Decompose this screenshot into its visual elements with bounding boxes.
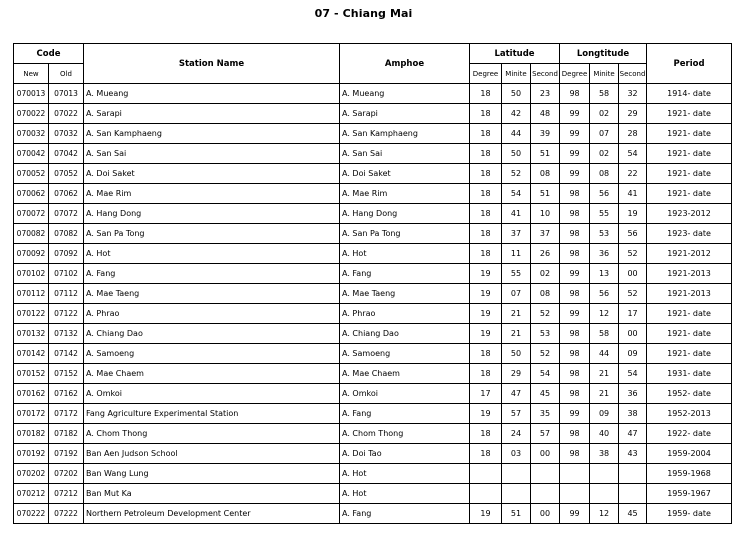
- old-code-cell: 07152: [49, 364, 84, 384]
- period-cell: 1959-1967: [647, 484, 732, 504]
- station-name-cell: Ban Mut Ka: [84, 484, 340, 504]
- old-code-cell: 07032: [49, 124, 84, 144]
- lon-second-cell: 43: [619, 444, 647, 464]
- lat-second-cell: 57: [531, 424, 560, 444]
- old-code-cell: 07042: [49, 144, 84, 164]
- station-name-cell: A. Mae Taeng: [84, 284, 340, 304]
- lat-second-cell: [531, 484, 560, 504]
- lat-minute-cell: 37: [502, 224, 531, 244]
- table-row: [14, 484, 732, 504]
- station-name-cell: Ban Aen Judson School: [84, 444, 340, 464]
- lon-minute-cell: 07: [590, 124, 619, 144]
- lon-degree-cell: 98: [560, 424, 590, 444]
- lat-second-cell: 37: [531, 224, 560, 244]
- lon-second-cell: [619, 464, 647, 484]
- lon-second-cell: 29: [619, 104, 647, 124]
- amphoe-cell: A. Mae Chaem: [340, 364, 470, 384]
- lat-minute-cell: 21: [502, 324, 531, 344]
- new-code-cell: 070152: [14, 364, 49, 384]
- station-name-cell: Northern Petroleum Development Center: [84, 504, 340, 524]
- table-row: [14, 444, 732, 464]
- lon-degree-cell: 98: [560, 384, 590, 404]
- lon-minute-cell: 58: [590, 324, 619, 344]
- lon-degree-cell: 98: [560, 344, 590, 364]
- new-code-cell: 070062: [14, 184, 49, 204]
- table-row: [14, 284, 732, 304]
- lon-minute-cell: 55: [590, 204, 619, 224]
- amphoe-cell: A. San Pa Tong: [340, 224, 470, 244]
- lat-degree-cell: 19: [470, 304, 502, 324]
- lat-second-cell: 54: [531, 364, 560, 384]
- table-row: [14, 324, 732, 344]
- lat-degree-cell: 18: [470, 224, 502, 244]
- new-code-cell: 070122: [14, 304, 49, 324]
- lat-minute-cell: 21: [502, 304, 531, 324]
- lat-second-cell: 45: [531, 384, 560, 404]
- lon-degree-cell: 99: [560, 264, 590, 284]
- lat-minute-cell: 54: [502, 184, 531, 204]
- old-code-cell: 07222: [49, 504, 84, 524]
- table-row: [14, 344, 732, 364]
- old-code-cell: 07122: [49, 304, 84, 324]
- lat-second-cell: 51: [531, 184, 560, 204]
- lat-degree-cell: [470, 464, 502, 484]
- lat-degree-cell: 19: [470, 264, 502, 284]
- lon-degree-cell: 99: [560, 304, 590, 324]
- amphoe-cell: A. Fang: [340, 404, 470, 424]
- station-name-header: Station Name: [84, 44, 340, 84]
- period-cell: 1921- date: [647, 184, 732, 204]
- amphoe-cell: A. Doi Saket: [340, 164, 470, 184]
- amphoe-header: Amphoe: [340, 44, 470, 84]
- new-code-cell: 070022: [14, 104, 49, 124]
- new-code-cell: 070132: [14, 324, 49, 344]
- lat-degree-cell: 18: [470, 144, 502, 164]
- lat-minute-cell: 11: [502, 244, 531, 264]
- period-header: Period: [647, 44, 732, 84]
- table-row: [14, 424, 732, 444]
- lat-degree-cell: 18: [470, 84, 502, 104]
- lat-second-cell: 52: [531, 304, 560, 324]
- table-row: [14, 224, 732, 244]
- station-name-cell: A. Doi Saket: [84, 164, 340, 184]
- lon-degree-cell: [560, 484, 590, 504]
- lat-minute-cell: 07: [502, 284, 531, 304]
- lat-minute-cell: 50: [502, 84, 531, 104]
- lat-second-cell: 35: [531, 404, 560, 424]
- station-table: [13, 43, 732, 524]
- longitude-header: Longtitude: [560, 44, 647, 64]
- old-code-cell: 07132: [49, 324, 84, 344]
- lat-degree-cell: 19: [470, 404, 502, 424]
- lon-degree-cell: 98: [560, 444, 590, 464]
- amphoe-cell: A. San Kamphaeng: [340, 124, 470, 144]
- lon-minute-cell: 13: [590, 264, 619, 284]
- lon-minute-cell: 12: [590, 304, 619, 324]
- lat-minute-cell: 57: [502, 404, 531, 424]
- lon-second-cell: 00: [619, 324, 647, 344]
- station-name-cell: A. Phrao: [84, 304, 340, 324]
- lon-second-cell: 54: [619, 364, 647, 384]
- period-cell: 1921- date: [647, 124, 732, 144]
- lat-degree-cell: 18: [470, 184, 502, 204]
- period-cell: 1959-1968: [647, 464, 732, 484]
- lat-minute-cell: 44: [502, 124, 531, 144]
- lat-minute-cell: 03: [502, 444, 531, 464]
- amphoe-cell: A. Chiang Dao: [340, 324, 470, 344]
- new-code-cell: 070102: [14, 264, 49, 284]
- station-name-cell: A. Samoeng: [84, 344, 340, 364]
- lat-second-cell: 39: [531, 124, 560, 144]
- station-name-cell: Fang Agriculture Experimental Station: [84, 404, 340, 424]
- lat-minute-cell: [502, 484, 531, 504]
- lon-second-cell: 38: [619, 404, 647, 424]
- lat-minute-cell: 24: [502, 424, 531, 444]
- latitude-header: Latitude: [470, 44, 560, 64]
- lon-minute-cell: 02: [590, 144, 619, 164]
- lon-degree-cell: [560, 464, 590, 484]
- period-cell: 1923-2012: [647, 204, 732, 224]
- table-row: [14, 204, 732, 224]
- lon-second-cell: [619, 484, 647, 504]
- lon-minute-cell: [590, 464, 619, 484]
- station-name-cell: A. San Kamphaeng: [84, 124, 340, 144]
- lat-second-header: Second: [531, 64, 560, 84]
- table-row: [14, 364, 732, 384]
- amphoe-cell: A. Mueang: [340, 84, 470, 104]
- new-code-cell: 070032: [14, 124, 49, 144]
- lat-second-cell: 52: [531, 344, 560, 364]
- lon-minute-cell: 08: [590, 164, 619, 184]
- code-header: Code: [14, 44, 84, 64]
- lat-minute-cell: 52: [502, 164, 531, 184]
- lat-minute-cell: 50: [502, 144, 531, 164]
- lon-degree-cell: 99: [560, 124, 590, 144]
- old-code-cell: 07013: [49, 84, 84, 104]
- lon-minute-cell: 53: [590, 224, 619, 244]
- old-code-cell: 07162: [49, 384, 84, 404]
- lon-degree-cell: 98: [560, 284, 590, 304]
- lon-second-cell: 54: [619, 144, 647, 164]
- lon-minute-cell: 21: [590, 384, 619, 404]
- period-cell: 1921-2012: [647, 244, 732, 264]
- lon-degree-cell: 98: [560, 244, 590, 264]
- lon-minute-cell: 21: [590, 364, 619, 384]
- old-code-cell: 07092: [49, 244, 84, 264]
- table-row: [14, 464, 732, 484]
- new-code-cell: 070052: [14, 164, 49, 184]
- amphoe-cell: A. Samoeng: [340, 344, 470, 364]
- lat-second-cell: 08: [531, 164, 560, 184]
- lat-second-cell: 10: [531, 204, 560, 224]
- old-code-cell: 07072: [49, 204, 84, 224]
- lon-second-cell: 09: [619, 344, 647, 364]
- period-cell: 1952- date: [647, 384, 732, 404]
- lat-second-cell: 51: [531, 144, 560, 164]
- lon-second-cell: 00: [619, 264, 647, 284]
- table-row: [14, 404, 732, 424]
- amphoe-cell: A. Fang: [340, 264, 470, 284]
- table-row: [14, 384, 732, 404]
- period-cell: 1921- date: [647, 344, 732, 364]
- period-cell: 1922- date: [647, 424, 732, 444]
- amphoe-cell: A. Hot: [340, 244, 470, 264]
- station-name-cell: A. San Pa Tong: [84, 224, 340, 244]
- period-cell: 1952-2013: [647, 404, 732, 424]
- old-code-cell: 07202: [49, 464, 84, 484]
- period-cell: 1923- date: [647, 224, 732, 244]
- table-row: [14, 104, 732, 124]
- old-code-header: Old: [49, 64, 84, 84]
- station-name-cell: A. Chom Thong: [84, 424, 340, 444]
- old-code-cell: 07022: [49, 104, 84, 124]
- page-title: 07 - Chiang Mai: [314, 7, 413, 20]
- new-code-cell: 070172: [14, 404, 49, 424]
- new-code-cell: 070072: [14, 204, 49, 224]
- station-name-cell: A. Omkoi: [84, 384, 340, 404]
- lat-minute-cell: 55: [502, 264, 531, 284]
- lat-degree-cell: 19: [470, 324, 502, 344]
- old-code-cell: 07102: [49, 264, 84, 284]
- lat-degree-cell: 19: [470, 284, 502, 304]
- station-name-cell: A. Fang: [84, 264, 340, 284]
- amphoe-cell: A. Sarapi: [340, 104, 470, 124]
- station-name-cell: A. Chiang Dao: [84, 324, 340, 344]
- lon-second-header: Second: [619, 64, 647, 84]
- old-code-cell: 07062: [49, 184, 84, 204]
- lat-second-cell: 02: [531, 264, 560, 284]
- lon-degree-cell: 99: [560, 404, 590, 424]
- amphoe-cell: A. Fang: [340, 504, 470, 524]
- lat-degree-cell: 19: [470, 504, 502, 524]
- station-name-cell: A. Mae Chaem: [84, 364, 340, 384]
- period-cell: 1921-2013: [647, 284, 732, 304]
- lat-second-cell: 23: [531, 84, 560, 104]
- lon-degree-cell: 99: [560, 504, 590, 524]
- lat-degree-cell: 18: [470, 204, 502, 224]
- lon-degree-cell: 99: [560, 104, 590, 124]
- lon-minute-cell: [590, 484, 619, 504]
- table-row: [14, 144, 732, 164]
- lon-minute-cell: 44: [590, 344, 619, 364]
- period-cell: 1931- date: [647, 364, 732, 384]
- old-code-cell: 07082: [49, 224, 84, 244]
- lon-minute-cell: 12: [590, 504, 619, 524]
- lon-second-cell: 47: [619, 424, 647, 444]
- old-code-cell: 07052: [49, 164, 84, 184]
- amphoe-cell: A. Omkoi: [340, 384, 470, 404]
- station-name-cell: Ban Wang Lung: [84, 464, 340, 484]
- table-body: [14, 84, 732, 524]
- lon-minute-cell: 40: [590, 424, 619, 444]
- lon-second-cell: 56: [619, 224, 647, 244]
- period-cell: 1959-2004: [647, 444, 732, 464]
- amphoe-cell: A. Chom Thong: [340, 424, 470, 444]
- lon-degree-cell: 98: [560, 224, 590, 244]
- old-code-cell: 07172: [49, 404, 84, 424]
- table-row: [14, 164, 732, 184]
- lat-degree-cell: 18: [470, 364, 502, 384]
- lon-minute-cell: 09: [590, 404, 619, 424]
- period-cell: 1921- date: [647, 144, 732, 164]
- amphoe-cell: A. Hot: [340, 484, 470, 504]
- lon-degree-cell: 99: [560, 144, 590, 164]
- amphoe-cell: A. Doi Tao: [340, 444, 470, 464]
- lat-second-cell: [531, 464, 560, 484]
- amphoe-cell: A. Phrao: [340, 304, 470, 324]
- lon-degree-cell: 98: [560, 364, 590, 384]
- station-name-cell: A. Mueang: [84, 84, 340, 104]
- new-code-cell: 070112: [14, 284, 49, 304]
- lon-minute-header: Minite: [590, 64, 619, 84]
- old-code-cell: 07142: [49, 344, 84, 364]
- lat-second-cell: 00: [531, 504, 560, 524]
- station-name-cell: A. Hot: [84, 244, 340, 264]
- table-row: [14, 264, 732, 284]
- lat-minute-cell: 47: [502, 384, 531, 404]
- lat-minute-cell: 50: [502, 344, 531, 364]
- new-code-cell: 070013: [14, 84, 49, 104]
- lat-minute-cell: 51: [502, 504, 531, 524]
- lat-minute-cell: [502, 464, 531, 484]
- new-code-cell: 070222: [14, 504, 49, 524]
- amphoe-cell: A. Hang Dong: [340, 204, 470, 224]
- table-row: [14, 244, 732, 264]
- old-code-cell: 07192: [49, 444, 84, 464]
- lon-degree-cell: 98: [560, 84, 590, 104]
- table-row: [14, 184, 732, 204]
- lat-degree-cell: 18: [470, 244, 502, 264]
- lon-minute-cell: 38: [590, 444, 619, 464]
- lat-degree-cell: 18: [470, 344, 502, 364]
- lat-degree-cell: 18: [470, 444, 502, 464]
- lat-minute-cell: 29: [502, 364, 531, 384]
- lon-degree-header: Degree: [560, 64, 590, 84]
- lon-minute-cell: 58: [590, 84, 619, 104]
- lon-second-cell: 36: [619, 384, 647, 404]
- lon-second-cell: 17: [619, 304, 647, 324]
- new-code-cell: 070202: [14, 464, 49, 484]
- new-code-cell: 070092: [14, 244, 49, 264]
- old-code-cell: 07212: [49, 484, 84, 504]
- period-cell: 1921- date: [647, 104, 732, 124]
- station-name-cell: A. Hang Dong: [84, 204, 340, 224]
- lon-second-cell: 41: [619, 184, 647, 204]
- new-code-header: New: [14, 64, 49, 84]
- table-row: [14, 304, 732, 324]
- lat-minute-header: Minite: [502, 64, 531, 84]
- lat-minute-cell: 42: [502, 104, 531, 124]
- lon-second-cell: 22: [619, 164, 647, 184]
- amphoe-cell: A. Hot: [340, 464, 470, 484]
- new-code-cell: 070212: [14, 484, 49, 504]
- new-code-cell: 070042: [14, 144, 49, 164]
- lat-degree-cell: [470, 484, 502, 504]
- period-cell: 1921-2013: [647, 264, 732, 284]
- amphoe-cell: A. Mae Rim: [340, 184, 470, 204]
- lon-second-cell: 52: [619, 284, 647, 304]
- lat-degree-cell: 18: [470, 104, 502, 124]
- new-code-cell: 070082: [14, 224, 49, 244]
- lon-minute-cell: 02: [590, 104, 619, 124]
- amphoe-cell: A. San Sai: [340, 144, 470, 164]
- period-cell: 1914- date: [647, 84, 732, 104]
- lat-minute-cell: 41: [502, 204, 531, 224]
- table-row: [14, 84, 732, 104]
- lat-degree-cell: 18: [470, 124, 502, 144]
- lon-degree-cell: 98: [560, 204, 590, 224]
- new-code-cell: 070162: [14, 384, 49, 404]
- lat-degree-cell: 18: [470, 164, 502, 184]
- lon-degree-cell: 99: [560, 164, 590, 184]
- old-code-cell: 07182: [49, 424, 84, 444]
- station-name-cell: A. San Sai: [84, 144, 340, 164]
- lat-second-cell: 26: [531, 244, 560, 264]
- lon-minute-cell: 36: [590, 244, 619, 264]
- station-name-cell: A. Sarapi: [84, 104, 340, 124]
- lat-degree-header: Degree: [470, 64, 502, 84]
- old-code-cell: 07112: [49, 284, 84, 304]
- lon-degree-cell: 98: [560, 184, 590, 204]
- period-cell: 1921- date: [647, 324, 732, 344]
- lon-second-cell: 32: [619, 84, 647, 104]
- new-code-cell: 070142: [14, 344, 49, 364]
- lon-degree-cell: 98: [560, 324, 590, 344]
- lat-degree-cell: 17: [470, 384, 502, 404]
- table-row: [14, 504, 732, 524]
- lon-second-cell: 52: [619, 244, 647, 264]
- period-cell: 1921- date: [647, 304, 732, 324]
- lat-degree-cell: 18: [470, 424, 502, 444]
- period-cell: 1921- date: [647, 164, 732, 184]
- lon-minute-cell: 56: [590, 184, 619, 204]
- lat-second-cell: 08: [531, 284, 560, 304]
- lon-second-cell: 45: [619, 504, 647, 524]
- lat-second-cell: 48: [531, 104, 560, 124]
- station-name-cell: A. Mae Rim: [84, 184, 340, 204]
- lon-second-cell: 28: [619, 124, 647, 144]
- lon-minute-cell: 56: [590, 284, 619, 304]
- new-code-cell: 070182: [14, 424, 49, 444]
- lon-second-cell: 19: [619, 204, 647, 224]
- table-row: [14, 124, 732, 144]
- period-cell: 1959- date: [647, 504, 732, 524]
- lat-second-cell: 53: [531, 324, 560, 344]
- new-code-cell: 070192: [14, 444, 49, 464]
- amphoe-cell: A. Mae Taeng: [340, 284, 470, 304]
- lat-second-cell: 00: [531, 444, 560, 464]
